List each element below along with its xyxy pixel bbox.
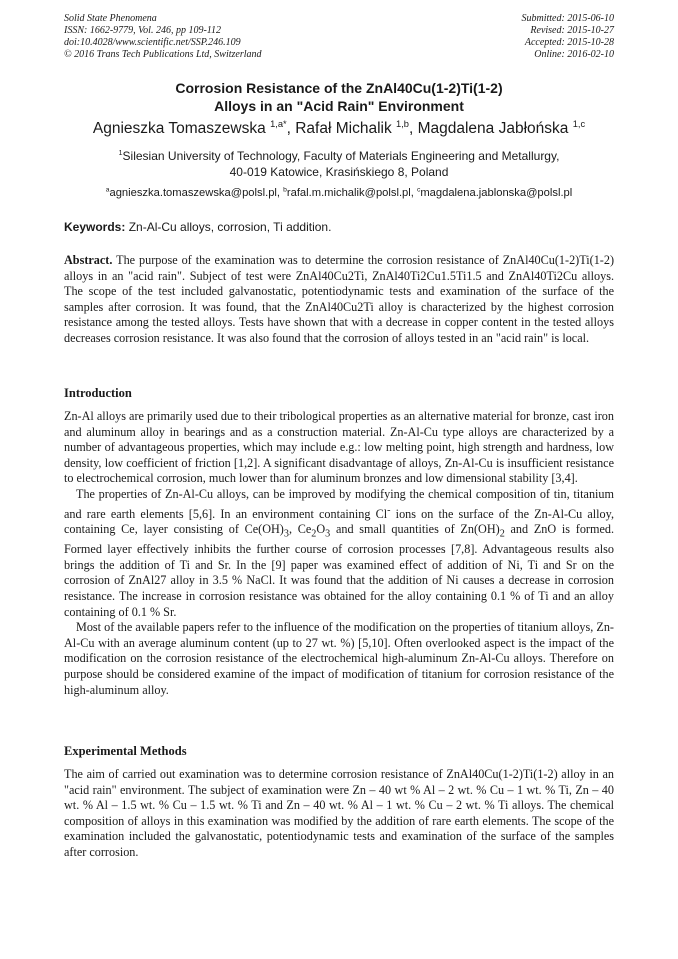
title-line-1: Corrosion Resistance of the ZnAl40Cu(1-2)Ti(1-2) bbox=[175, 80, 503, 96]
affiliation bbox=[64, 149, 614, 180]
author-name: Agnieszka Tomaszewska bbox=[92, 120, 266, 137]
author-affiliation-mark: 1,b bbox=[396, 118, 409, 129]
email-link[interactable]: magdalena.jablonska@polsl.pl bbox=[420, 187, 573, 199]
affiliation-mark: 1 bbox=[118, 148, 123, 157]
abstract-text: The purpose of the examination was to determine the corrosion resistance of ZnAl40Cu(1-2)Ti(1-2) alloys in an "acid rain". Subject of test were ZnAl40Cu2Ti, ZnAl40Ti2Cu1.5Ti1.5 and ZnAl40Ti2Cu alloys. The scope of the test included galvanostatic, potentiodynamic tests and examination of the surface of the samples after corrosion. It was found, that the ZnAl40Cu2Ti alloy is characterized by the highest corrosion resistance among the tested alloys. Tests have shown that with a decrease in copper content in the tested alloys decreases corrosion resistance. It was also found that the corrosion of alloys tested in an "acid rain" is local. bbox=[64, 253, 614, 345]
author-name: Rafał Michalik bbox=[295, 120, 392, 137]
paragraph: Zn-Al alloys are primarily used due to their tribological properties as an alternative material for bronze, cast iron and aluminum alloy in bearings and as a construction material. Zn-Al-Cu type alloys are characterized by a number of advantageous properties, which may include e.g.: low melting point, high strength and hardness, low density, low coefficient of friction [1,2]. A significant disadvantage of alloys, Zn-Al-Cu is insufficient resistance to electrochemical corrosion, much lower than for aluminum bronzes and low dimensional stability [3,4]. bbox=[64, 409, 614, 486]
abstract bbox=[64, 253, 614, 347]
email-link[interactable]: rafal.m.michalik@polsl.pl bbox=[286, 187, 411, 199]
author-name: Magdalena Jabłońska bbox=[417, 120, 569, 137]
publication-dates bbox=[522, 13, 615, 61]
keywords-label: Keywords: bbox=[64, 220, 126, 234]
email-mark: a bbox=[105, 186, 110, 194]
author-affiliation-mark: 1,c bbox=[572, 118, 586, 129]
title-line-2: Alloys in an "Acid Rain" Environment bbox=[214, 98, 464, 114]
author-affiliation-mark: 1,a* bbox=[270, 118, 287, 129]
email-mark: c bbox=[416, 186, 421, 194]
paragraph: Most of the available papers refer to the influence of the modification on the properties of titanium alloys, Zn-Al-Cu with an average aluminum content (up to 27 wt. %) [5,10]. Often overlooked aspect is the impact of the modification on the corrosion resistance of the electrochemical high-aluminum Zn-Al-Cu alloys. Therefore on purpose should be considered examine of the impact of modification of titanium for corrosion resistance of the high-aluminum alloy. bbox=[64, 620, 614, 697]
journal-info bbox=[64, 13, 262, 61]
abstract-label: Abstract. bbox=[64, 253, 113, 267]
affiliation-line-2: 40-019 Katowice, Krasińskiego 8, Poland bbox=[229, 164, 449, 179]
paragraph: The aim of carried out examination was to determine corrosion resistance of ZnAl40Cu(1-2)Ti(1-2) alloy in an "acid rain" environment. The subject of examination were Zn – 40 wt % Al – 2 wt. % Cu – 1 wt. % Ti, Zn – 40 wt. % Al – 1.5 wt. % Cu – 1.5 wt. % Ti and Zn – 40 wt. % Al – 1 wt. % Cu – 2 wt. % Ti alloys. The chemical composition of alloys in this examination was modified by the addition of rare earth elements. The scope of the examination included the galvanostatic, potentiodynamic tests and examination of the surface of the samples after corrosion. bbox=[64, 767, 614, 859]
affiliation-line-1: Silesian University of Technology, Faculty of Materials Engineering and Metallurgy, bbox=[122, 149, 560, 163]
accepted-date: Accepted: 2015-10-28 bbox=[524, 37, 614, 48]
email-link[interactable]: agnieszka.tomaszewska@polsl.pl bbox=[109, 187, 277, 199]
online-date: Online: 2016-02-10 bbox=[534, 49, 614, 60]
journal-name: Solid State Phenomena bbox=[64, 13, 157, 24]
doi-line: doi:10.4028/www.scientific.net/SSP.246.109 bbox=[64, 37, 241, 48]
experimental-body bbox=[64, 767, 614, 861]
copyright-line: © 2016 Trans Tech Publications Ltd, Switzerland bbox=[64, 49, 262, 60]
keywords-text: Zn-Al-Cu alloys, corrosion, Ti addition. bbox=[125, 220, 332, 234]
keywords bbox=[64, 220, 614, 235]
author-list: Agnieszka Tomaszewska $^{1,a*}$, Rafał Michalik $^{1,b}$, Magdalena Jabłońska $^{1,c}$ bbox=[92, 118, 586, 137]
issn-line: ISSN: 1662-9779, Vol. 246, pp 109-112 bbox=[64, 25, 222, 36]
introduction-body bbox=[64, 409, 614, 698]
paper-title bbox=[64, 79, 614, 115]
author-emails: $^a$agnieszka.tomaszewska@polsl.pl, $^b$rafal.m.michalik@polsl.pl, $^c$magdalena.jablonska@polsl.pl bbox=[105, 186, 573, 199]
submitted-date: Submitted: 2015-06-10 bbox=[521, 13, 614, 24]
paragraph: The properties of Zn-Al-Cu alloys, can be improved by modifying the chemical composition of tin, titanium and rare earth elements [5,6]. In an environment containing Cl- ions on the surface of the Zn-Al-Cu alloy, containing Ce, layer consisting of $Ce(OH)_3$, $Ce_2O_3$ and small quantities of $Zn(OH)_2$ and ZnO is formed. Formed layer effectively inhibits the further course of corrosion processes [7,8]. Advantageous results also brings the addition of Ti and Sr. In the [9] paper was examined effect of addition of Ni, Ti and Sr on the corrosion of ZnAl27 alloy in 3.5 % NaCl. It was found that the addition of Ni causes a decrease in corrosion resistance. The increase in corrosion resistance was obtained for the alloy containing 0.1 % of Ti and an alloy containing of 0.1 % Sr. bbox=[64, 486, 615, 619]
experimental-heading: Experimental Methods bbox=[64, 744, 187, 758]
revised-date: Revised: 2015-10-27 bbox=[530, 25, 614, 36]
email-mark: b bbox=[283, 186, 287, 194]
introduction-heading: Introduction bbox=[64, 386, 132, 400]
